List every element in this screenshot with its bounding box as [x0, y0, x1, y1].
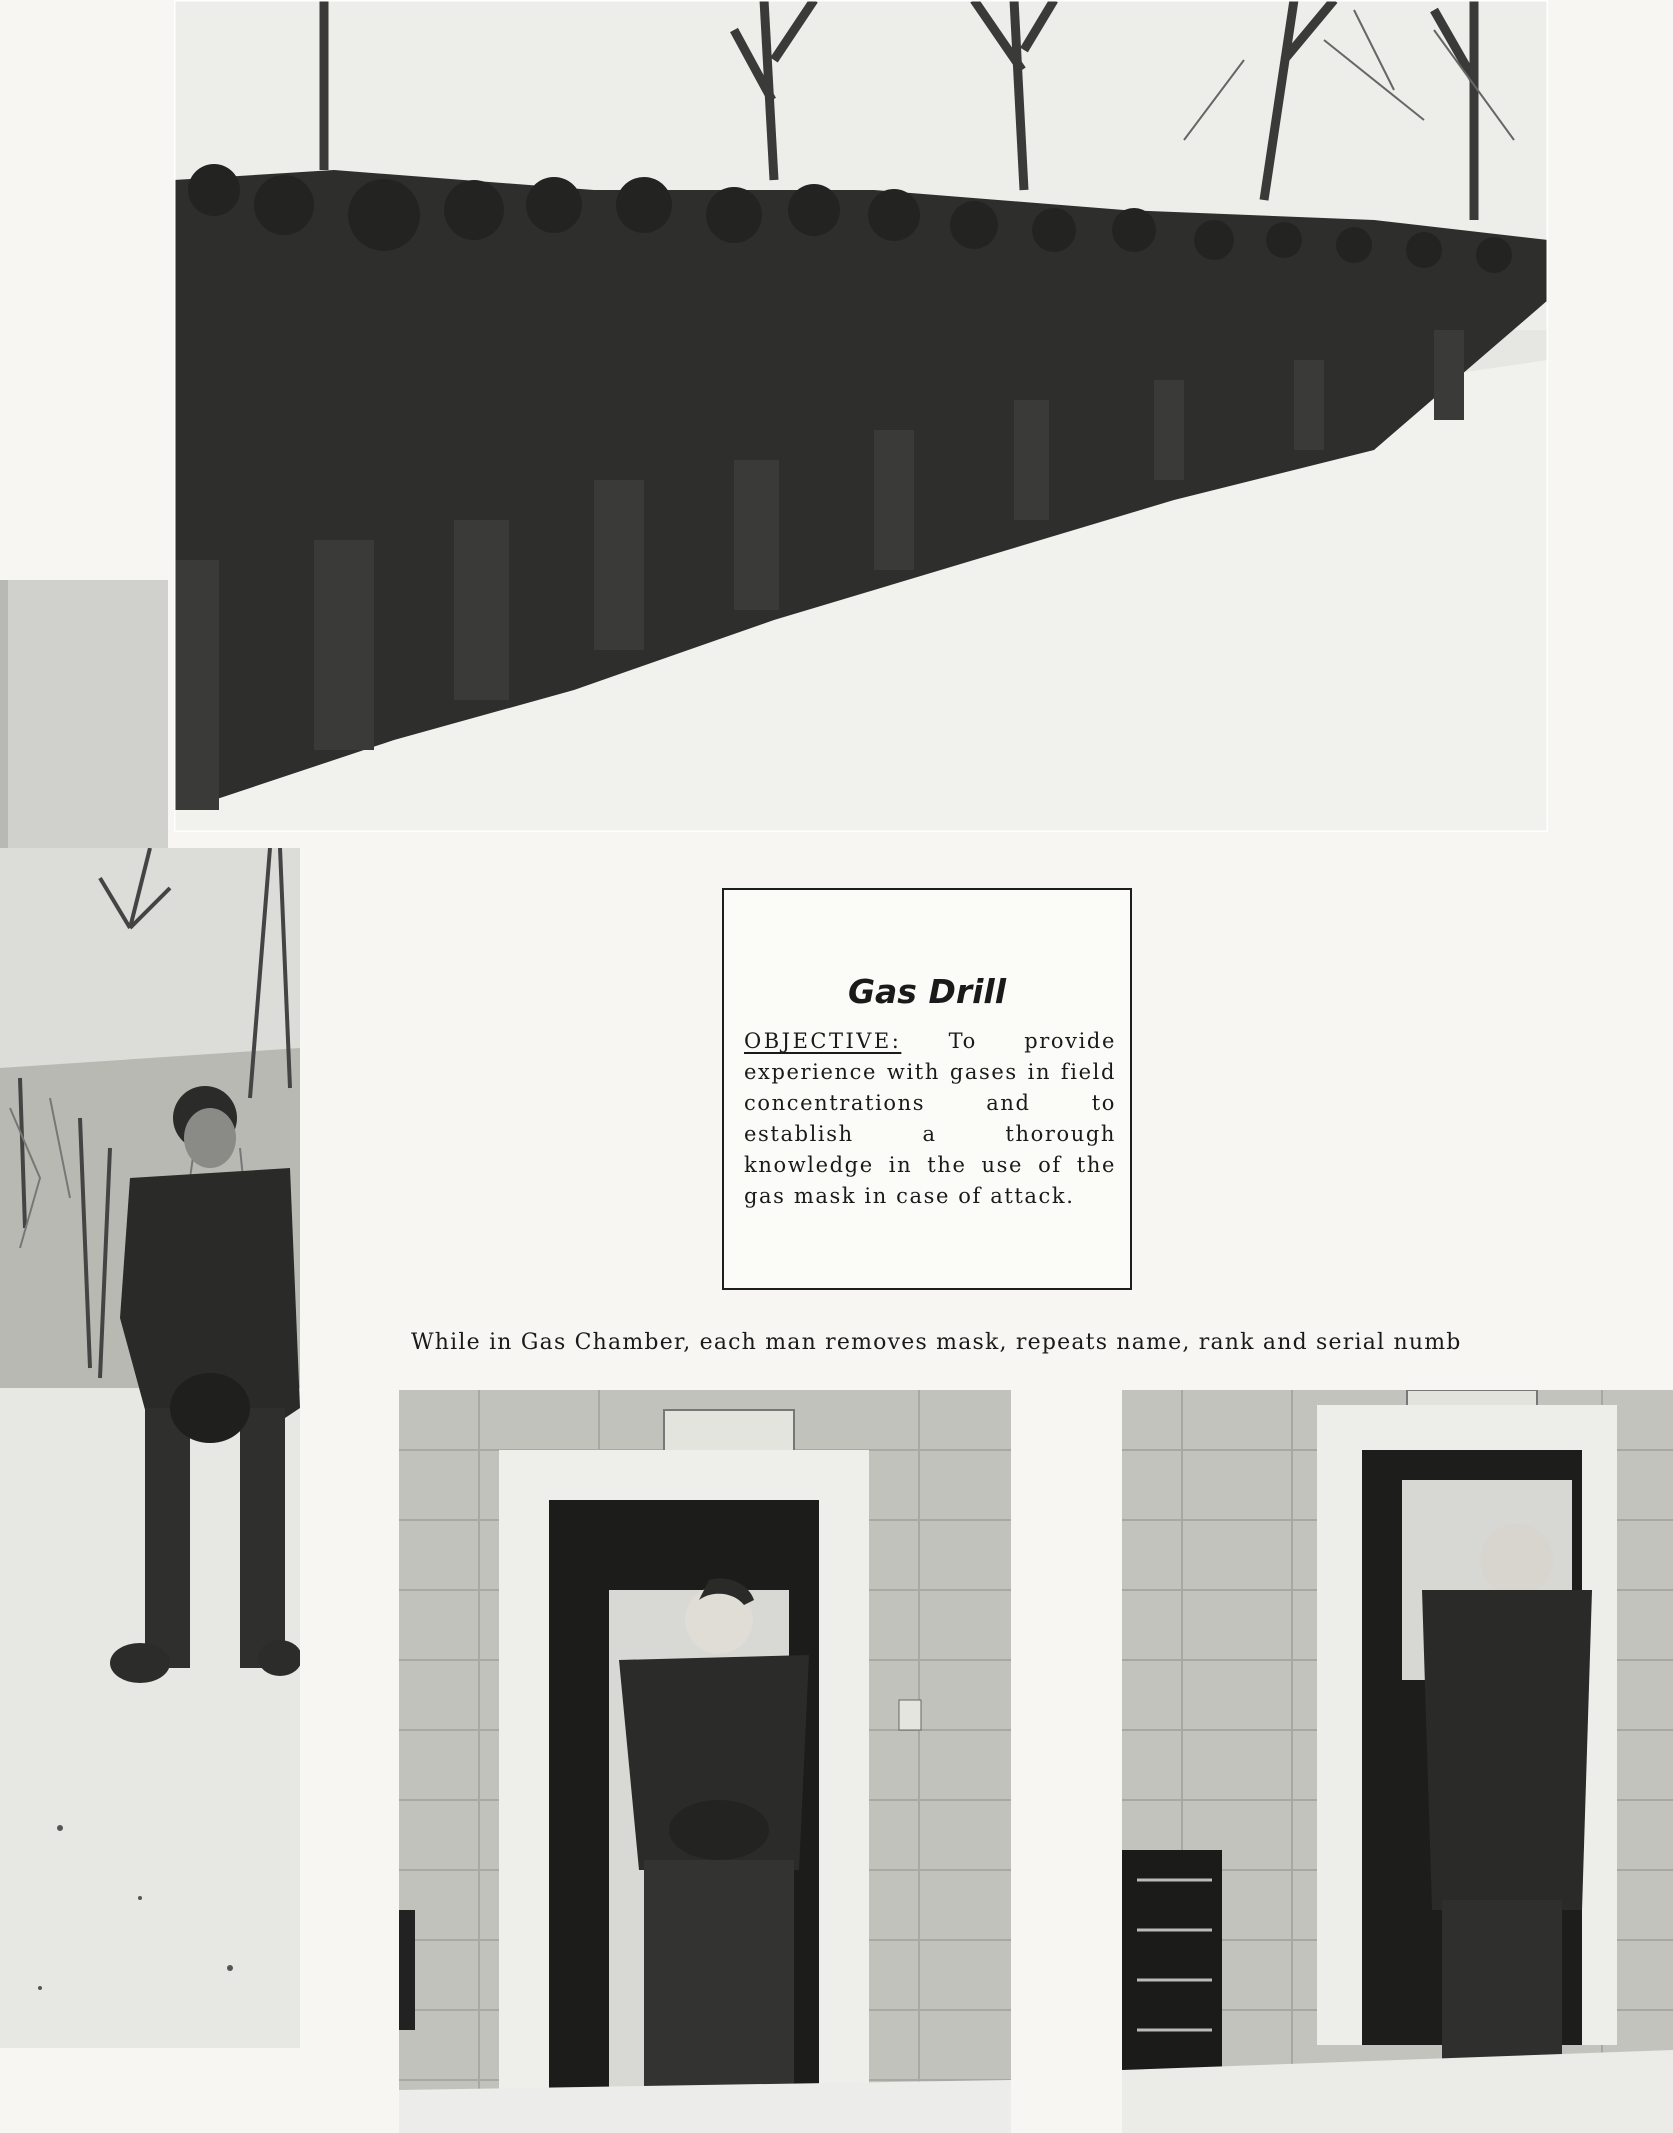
soldiers-line-photo: [174, 0, 1548, 832]
objective-paragraph: [744, 1026, 1116, 1212]
gas-chamber-exit-photo: [399, 1390, 1011, 2133]
objective-text: To provide experience with gases in field concentrations and to establish a thorough knowledge in the use of the gas mask in case of attack.: [744, 1029, 1116, 1208]
soldier-with-helmet-photo: [0, 848, 300, 2048]
left-upper-photo: [0, 580, 168, 850]
gas-drill-title: Gas Drill: [847, 972, 1007, 1011]
objective-box: [722, 888, 1132, 1290]
gas-chamber-caption: While in Gas Chamber, each man removes mask, repeats name, rank and serial numb: [411, 1330, 1462, 1355]
objective-label: OBJECTIVE:: [744, 1029, 902, 1053]
gas-chamber-door-photo: [1122, 1390, 1673, 2133]
